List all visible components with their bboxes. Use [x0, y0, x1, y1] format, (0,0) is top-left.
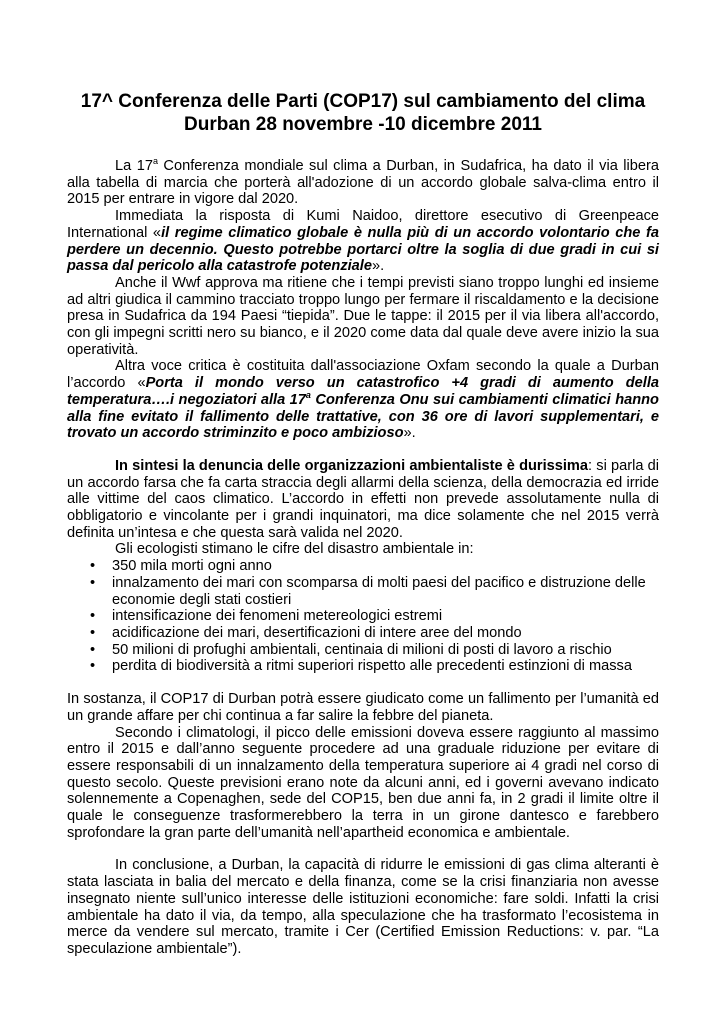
- spacer: [67, 675, 659, 691]
- list-item-text: acidificazione dei mari, desertificazioni di intere aree del mondo: [112, 624, 522, 641]
- summary-lead: In sintesi la denuncia delle organizzazioni ambientaliste è durissima: [115, 457, 589, 474]
- title-line-1: 17^ Conferenza delle Parti (COP17) sul cambiamento del clima: [80, 91, 646, 112]
- ordinal-superscript: a: [305, 389, 311, 400]
- bullet-icon: •: [90, 641, 96, 658]
- summary-text: : si parla di un accordo farsa che fa carta straccia degli allarmi della scienza, della democrazia ed irride alle vittime del caos climatico. L’accordo in effetti non prevede assolutamente nulla di obbligatorio e vincolante per i grandi inquinatori, ma dice solamente che nel 2015 verrà definita un’intesa e che questa sarà valida nel 2020.: [67, 457, 659, 541]
- bullet-icon: •: [90, 574, 96, 591]
- paragraph-oxfam: [67, 358, 659, 442]
- paragraph-intro: [67, 158, 659, 208]
- oxfam-quote-part-1: Porta il mondo verso un catastrofico +4 gradi di aumento della temperatura….i negoziatori alla 17: [67, 375, 659, 408]
- list-item: [90, 641, 659, 659]
- paragraph-greenpeace: [67, 208, 659, 275]
- list-item: [90, 558, 659, 575]
- spacer: [67, 841, 659, 857]
- list-item-text: innalzamento dei mari con scomparsa di molti paesi del pacifico e distruzione delle economie degli stati costieri: [112, 574, 646, 608]
- p2-text-start: Immediata la risposta di Kumi Naidoo, direttore esecutivo di Greenpeace International «: [67, 208, 659, 241]
- p2-text-end: ».: [371, 258, 385, 275]
- list-item: [90, 658, 659, 675]
- page-title: [67, 90, 659, 136]
- ordinal-superscript: a: [152, 156, 158, 166]
- paragraph-summary: [67, 458, 659, 542]
- p4-text-start: Altra voce critica è costituita dall'associazione Oxfam secondo la quale a Durban l’accordo «: [67, 358, 659, 392]
- bullet-icon: •: [90, 558, 96, 575]
- p1-text-end: Conferenza mondiale sul clima a Durban, in Sudafrica, ha dato il via libera alla tabella di marcia che porterà all'adozione di un accordo globale salva-clima entro il 2015 per entrare in vigore dal 2020.: [67, 158, 659, 208]
- paragraph-climatologists: Secondo i climatologi, il picco delle emissioni doveva essere raggiunto al massimo entro il 2015 e dall’anno seguente procedere ad una graduale riduzione per evitare di essere responsabili di un innalzamento della temperatura superiore ai 4 gradi nel corso di questo secolo. Queste previsioni erano note da alcuni anni, ed i governi avevano indicato solennemente a Copenaghen, sede del COP15, ben due anni fa, in 2 gradi il limite oltre il quale le conseguenze trasformerebbero la terra in un girone dantesco e farebbero sprofondare la gran parte dell’umanità nell’apartheid economica e ambientale.: [67, 724, 659, 841]
- list-item: [90, 624, 659, 642]
- list-item-text: intensificazione dei fenomeni metereologici estremi: [112, 608, 443, 625]
- list-item-text: perdita di biodiversità a ritmi superiori rispetto alle precedenti estinzioni di massa: [112, 658, 632, 675]
- bullet-icon: •: [90, 624, 96, 641]
- disaster-figures-list: [67, 558, 659, 675]
- paragraph-in-sostanza: In sostanza, il COP17 di Durban potrà essere giudicato come un fallimento per l’umanità ed un grande affare per chi continua a far salire la febbre del pianeta.: [67, 691, 659, 724]
- p1-text-start: La 17: [115, 158, 153, 174]
- spacer: [67, 442, 659, 458]
- bullet-icon: •: [90, 608, 96, 625]
- bullet-icon: •: [90, 658, 96, 675]
- list-item: [90, 608, 659, 625]
- p4-text-end: ».: [403, 425, 416, 442]
- paragraph-wwf: Anche il Wwf approva ma ritiene che i tempi previsti siano troppo lunghi ed insieme ad altri giudica il cammino tracciato troppo lungo per fermare il riscaldamento e la decisione presa in Sudafrica da 194 Paesi “tiepida”. Due le tappe: il 2015 per il via libera all'accordo, con gli impegni scritti nero su bianco, e il 2020 come data dal quale deve avere inizio la sua operatività.: [67, 274, 659, 358]
- list-item-text: 50 milioni di profughi ambientali, centinaia di milioni di posti di lavoro a rischio: [112, 641, 612, 658]
- paragraph-list-intro: Gli ecologisti stimano le cifre del disastro ambientale in:: [115, 541, 474, 558]
- list-item: [90, 574, 659, 608]
- title-line-2: Durban 28 novembre -10 dicembre 2011: [184, 114, 542, 135]
- oxfam-quote-part-2: Conferenza Onu sui cambiamenti climatici hanno alla fine evitato il fallimento delle trattative, con 36 ore di lavori supplementari, e trovato un accordo striminzito e poco ambizioso: [67, 391, 659, 442]
- paragraph-conclusion: In conclusione, a Durban, la capacità di ridurre le emissioni di gas clima alteranti è stata lasciata in balia del mercato e della finanza, come se la crisi finanziaria non avesse insegnato niente sull’unico interesse delle istituzioni economiche: fare soldi. Infatti la crisi ambientale ha dato il via, da tempo, alla speculazione che ha trasformato l’ecosistema in merce da vendere sul mercato, tramite i Cer (Certified Emission Reductions: v. par. “La speculazione ambientale”).: [67, 857, 659, 957]
- greenpeace-quote: il regime climatico globale è nulla più di un accordo volontario che fa perdere un decennio. Questo potrebbe portarci oltre la soglia di due gradi in cui si passa dal pericolo alla catastrofe potenziale: [67, 224, 659, 275]
- list-item-text: 350 mila morti ogni anno: [112, 558, 272, 575]
